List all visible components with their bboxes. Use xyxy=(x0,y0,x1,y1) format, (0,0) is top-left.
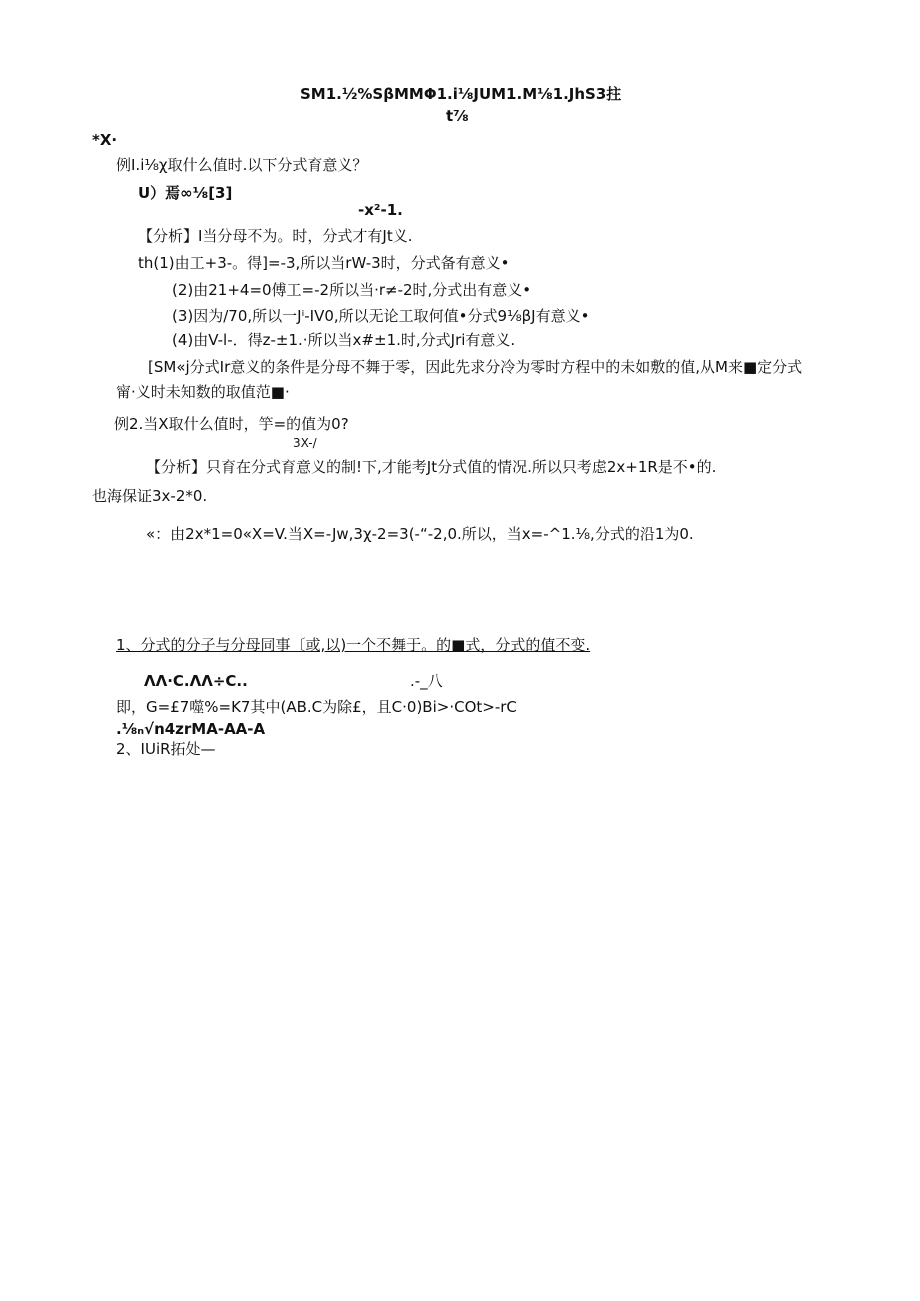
formula-left: ΛΛ·C.ΛΛ÷C.. xyxy=(144,672,248,690)
doc-title-line-1: SM1.½%SβMMΦ1.i⅛JUM1.M⅛1.JhS3拄 xyxy=(300,85,622,103)
example-1-solution-4: (4)由V-l-．得z-±1.·所以当x#±1.时,分式Jri有意义. xyxy=(172,331,516,349)
property-1: 1、分式的分子与分母同事〔或,以)一个不舞于。的■式，分式的值不变. xyxy=(116,636,591,654)
formula-cont: .⅛ₙ√n4zrMA-AA-A xyxy=(116,720,266,738)
section-mark: *X· xyxy=(92,131,118,149)
formula-main: 即，G=£7噬%=K7其中(AB.C为除£，且C·0)Bi>·COt>-rC xyxy=(116,698,517,716)
example-1-denominator: -x²-1. xyxy=(358,201,403,219)
example-1-solution-2: (2)由21+4=0傅工=-2所以当·r≠-2时,分式出有意义• xyxy=(172,281,532,299)
example-1-question: 例I.i⅛χ取什么值时.以下分式育意义？ xyxy=(116,156,368,174)
example-2-analysis: 【分析】只育在分式育意义的制!下,才能考Jt分式值的情况.所以只考虑2x+1R是不•的. xyxy=(146,458,717,476)
example-1-solution-3: (3)因为/70,所以一Jⁱ-IV0,所以无论工取何值•分式9⅛βJ有意义• xyxy=(172,307,590,325)
example-1-note-line-2: 甯·义时未知数的取值范■· xyxy=(116,383,290,401)
formula-right: .-_八 xyxy=(410,672,443,690)
property-2: 2、IUiR拓处— xyxy=(116,740,216,758)
example-1-solution-1: th(1)由工+3-。得]=-3,所以当rW-3时，分式备有意义• xyxy=(138,254,510,272)
example-1-note-line-1: [SM«j分式Ir意义的条件是分母不舞于零，因此先求分冷为零时方程中的未如敷的值,从M来■定分式 xyxy=(148,358,803,376)
example-2-question: 例2.当X取什么值时，竽=的值为0? xyxy=(114,415,349,433)
example-2-denominator: 3X-/ xyxy=(293,436,317,450)
example-2-analysis-cont: 也海保证3x-2*0. xyxy=(92,487,208,505)
example-1-analysis: 【分析】I当分母不为。时，分式才有Jt义. xyxy=(138,227,413,245)
example-1-subitem: U）焉∞⅛[3] xyxy=(138,184,233,202)
doc-title-line-2: t⅞ xyxy=(446,107,469,125)
example-2-solution: «：由2x*1=0«X=V.当X=-Jw,3χ-2=3(-“-2,0.所以，当x=-^1.⅛,分式的沿1为0. xyxy=(146,525,694,543)
